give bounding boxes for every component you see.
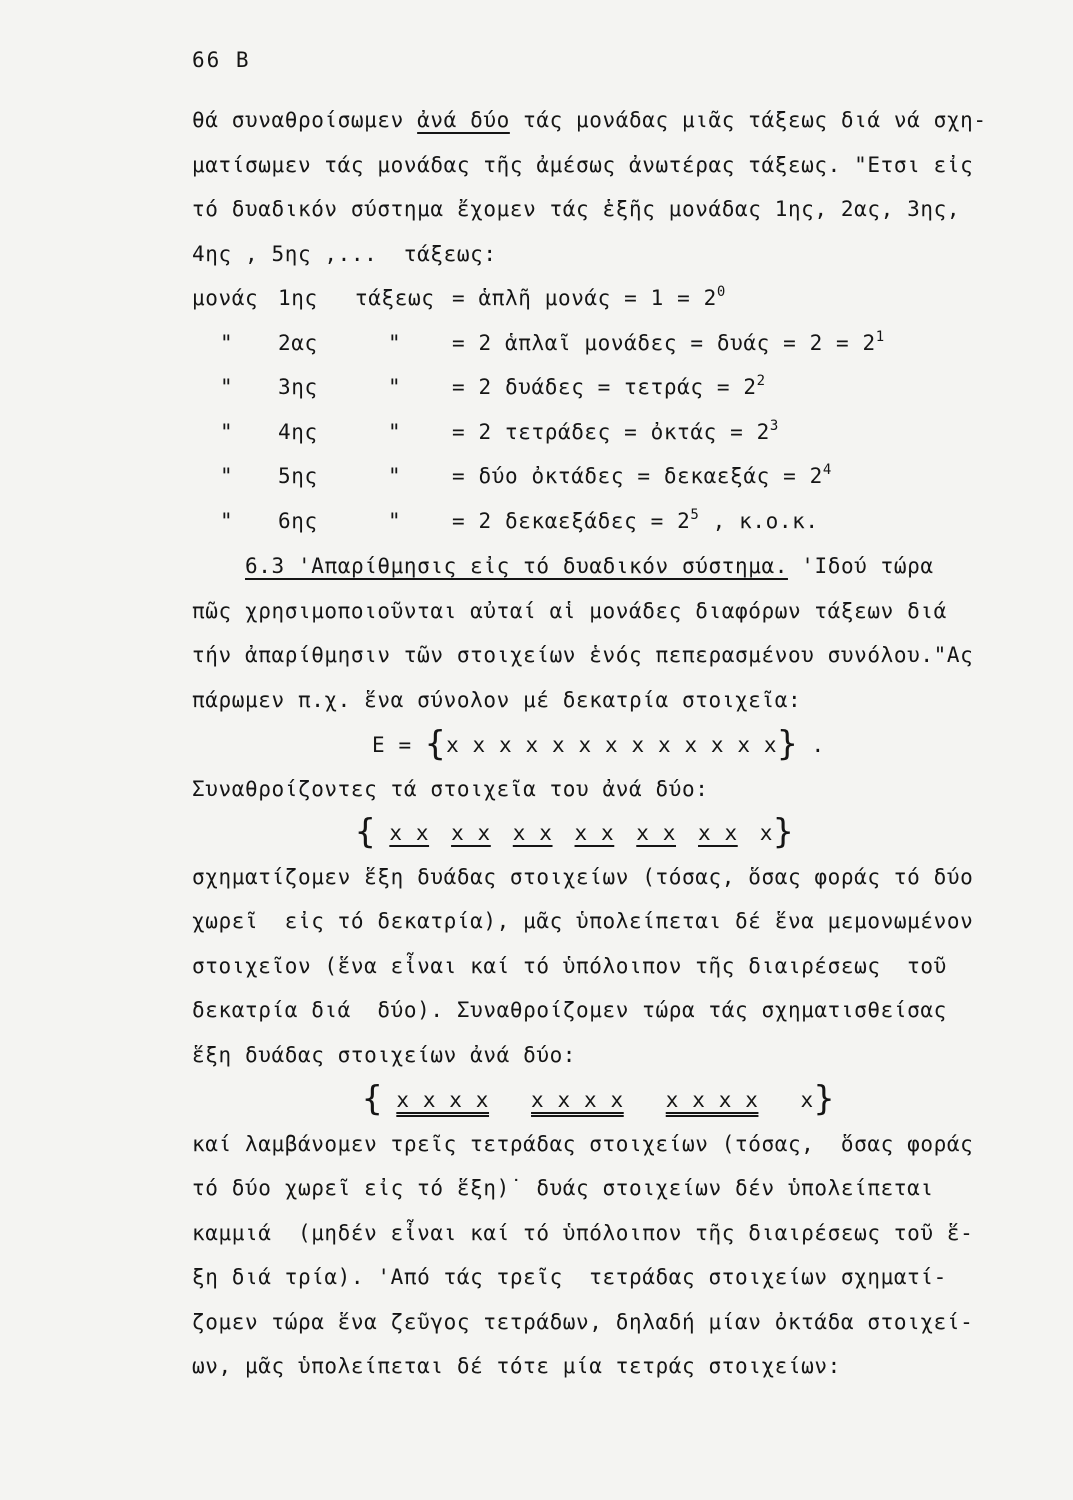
quad-group: x x x x	[396, 1088, 490, 1112]
set-elements: x x x x x x x x x x x x x	[446, 733, 778, 757]
pairs-text-5: ἕξη δυάδας στοιχείων ἀνά δύο:	[192, 1043, 577, 1067]
order-word: "	[388, 509, 402, 533]
set-e	[372, 724, 825, 764]
section-line-4: πάρωμεν π.χ. ἕνα σύνολον μέ δεκατρία στοιχεῖα:	[192, 688, 802, 712]
order-exponent: 1	[875, 329, 885, 345]
order-word: "	[388, 464, 402, 488]
order-label: "	[220, 464, 234, 488]
pair-group: x x	[389, 821, 430, 845]
single-element: x	[759, 821, 773, 845]
order-exponent: 3	[769, 418, 779, 434]
page-number: 66 B	[192, 48, 251, 72]
order-equation: = 2 δεκαεξάδες = 2	[452, 509, 691, 533]
order-ordinal: 3ης	[278, 375, 318, 399]
pair-group: x x	[698, 821, 738, 845]
pairs-text-3: στοιχεῖον (ἕνα εἶναι καί τό ὑπόλοιπον τῆς διαιρέσεως τοῦ	[192, 954, 947, 978]
close-brace: }	[813, 1079, 835, 1119]
order-ordinal: 1ης	[278, 286, 318, 310]
intro-text: θά συναθροίσωμεν	[192, 108, 418, 132]
order-suffix: , κ.ο.κ.	[699, 509, 819, 533]
pairs-text-2: χωρεῖ εἰς τό δεκατρία), μᾶς ὑπολείπεται δέ ἕνα μεμονωμένον	[192, 909, 974, 933]
open-brace: {	[362, 1079, 384, 1119]
quads-text-5: ζομεν τώρα ἕνα ζεῦγος τετράδων, δηλαδή μίαν ὀκτάδα στοιχεί-	[192, 1310, 974, 1334]
order-ordinal: 4ης	[278, 420, 318, 444]
order-word: "	[388, 375, 402, 399]
order-exponent: 5	[690, 507, 700, 523]
order-exponent: 0	[716, 284, 726, 300]
pair-group: x x	[451, 821, 491, 845]
order-label: μονάς	[192, 286, 259, 310]
order-word: τάξεως	[355, 286, 435, 310]
close-brace: }	[777, 724, 799, 764]
order-value	[452, 373, 766, 401]
intro-line-4: 4ης , 5ης ,... τάξεως:	[192, 242, 497, 266]
pair-group: x x	[512, 821, 553, 845]
order-equation: = 2 ἁπλαῖ μονάδες = δυάς = 2 = 2	[452, 331, 876, 355]
quads-text-4: ξη διά τρία). 'Από τάς τρεῖς τετράδας στοιχείων σχηματί-	[192, 1265, 947, 1289]
quads-set	[362, 1079, 835, 1119]
order-value	[452, 284, 726, 312]
section-heading: 6.3 'Απαρίθμησις εἰς τό δυαδικόν σύστημα.	[245, 554, 788, 578]
order-value	[452, 418, 779, 446]
section-text: 'Ιδού τώρα	[787, 554, 934, 578]
order-label: "	[220, 331, 234, 355]
pair-group: x x	[574, 821, 615, 845]
pairs-set	[355, 812, 795, 852]
order-value	[452, 462, 832, 490]
quads-text-3: καμμιά (μηδέν εἶναι καί τό ὑπόλοιπον τῆς διαιρέσεως τοῦ ἕ-	[192, 1221, 974, 1245]
order-label: "	[220, 509, 234, 533]
quad-group: x x x x	[665, 1088, 759, 1112]
intro-line-1	[192, 106, 987, 134]
quads-text-6: ων, μᾶς ὑπολείπεται δέ τότε μία τετράς στοιχείων:	[192, 1354, 841, 1378]
underlined-phrase: ἀνά δύο	[417, 108, 510, 132]
order-equation: = ἁπλῆ μονάς = 1 = 2	[452, 286, 717, 310]
set-period: .	[798, 733, 825, 757]
intro-line-2: ματίσωμεν τάς μονάδας τῆς ἀμέσως ἀνωτέρας τάξεως. "Ετσι εἰς	[192, 153, 974, 177]
close-brace: }	[772, 812, 795, 852]
order-word: "	[388, 420, 402, 444]
order-exponent: 2	[756, 373, 766, 389]
order-equation: = 2 τετράδες = ὀκτάς = 2	[452, 420, 770, 444]
pairs-text-1: σχηματίζομεν ἕξη δυάδας στοιχείων (τόσας, ὅσας φοράς τό δύο	[192, 865, 974, 889]
order-label: "	[220, 420, 234, 444]
section-line-3: τήν ἀπαρίθμησιν τῶν στοιχείων ἑνός πεπερασμένου συνόλου."Ας	[192, 643, 974, 667]
order-exponent: 4	[822, 462, 832, 478]
order-ordinal: 6ης	[278, 509, 318, 533]
order-label: "	[220, 375, 234, 399]
quads-text-1: καί λαμβάνομεν τρεῖς τετράδας στοιχείων (τόσας, ὅσας φοράς	[192, 1132, 974, 1156]
intro-line-3: τό δυαδικόν σύστημα ἔχομεν τάς ἑξῆς μονάδας 1ης, 2ας, 3ης,	[192, 197, 961, 221]
section-line-2: πῶς χρησιμοποιοῦνται αὐταί αἱ μονάδες διαφόρων τάξεων διά	[192, 599, 947, 623]
section-line-1	[245, 552, 934, 580]
order-equation: = 2 δυάδες = τετράς = 2	[452, 375, 757, 399]
open-brace: {	[355, 812, 377, 852]
gather-line: Συναθροίζοντες τά στοιχεῖα του ἀνά δύο:	[192, 777, 709, 801]
order-ordinal: 2ας	[278, 331, 318, 355]
quad-group: x x x x	[531, 1088, 624, 1112]
intro-text: τάς μονάδας μιᾶς τάξεως διά νά σχη-	[509, 108, 987, 132]
order-value	[452, 329, 885, 357]
pairs-text-4: δεκατρία διά δύο). Συναθροίζομεν τώρα τάς σχηματισθείσας	[192, 998, 947, 1022]
single-element: x	[800, 1088, 814, 1112]
order-value	[452, 507, 819, 535]
open-brace: {	[424, 724, 447, 764]
order-ordinal: 5ης	[278, 464, 318, 488]
order-word: "	[388, 331, 402, 355]
pair-group: x x	[636, 821, 676, 845]
quads-text-2: τό δύο χωρεῖ εἰς τό ἕξη)˙ δυάς στοιχείων δέν ὑπολείπεται	[192, 1176, 934, 1200]
set-label: E =	[372, 733, 425, 757]
order-equation: = δύο ὀκτάδες = δεκαεξάς = 2	[452, 464, 823, 488]
